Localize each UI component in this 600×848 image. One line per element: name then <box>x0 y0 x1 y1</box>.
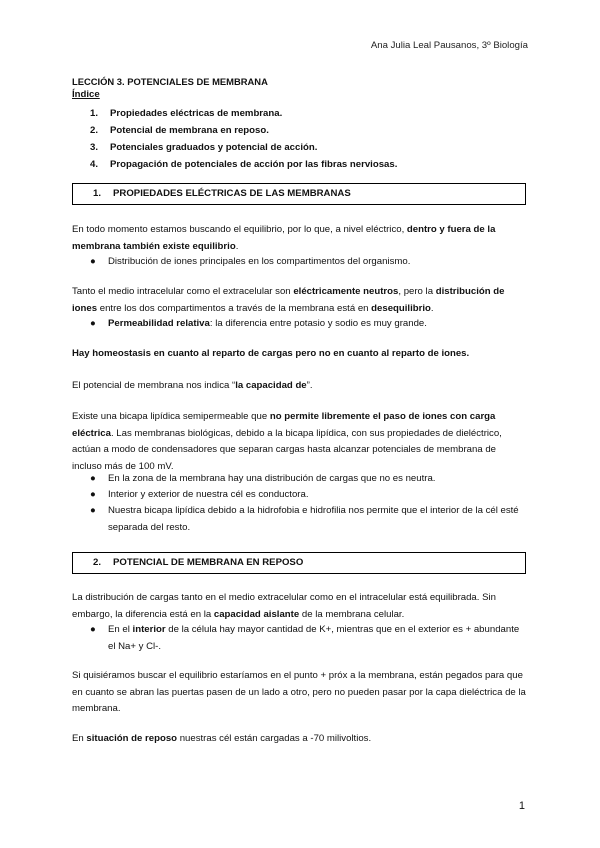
section-2-paragraph: Si quisiéramos buscar el equilibrio estaríamos en el punto + próx a la membrana, están pegados para que en cuanto se abran las puertas pasen de un lado a otro, pero no pueden pasar por la capa dieléctrica de la membrana. <box>72 670 526 715</box>
lesson-title: LECCIÓN 3. POTENCIALES DE MEMBRANA <box>72 76 268 87</box>
author-header: Ana Julia Leal Pausanos, 3º Biología <box>370 40 528 51</box>
index-label: Índice <box>72 89 100 100</box>
bullet-item: ● En el interior de la célula hay mayor cantidad de K+, mientras que en el exterior es + abundante el Na+ y Cl-. <box>90 624 520 652</box>
toc-item: 3. Potenciales graduados y potencial de acción. <box>90 142 318 153</box>
toc-item: 4. Propagación de potenciales de acción por las fibras nerviosas. <box>90 159 398 170</box>
section-1-paragraph: Tanto el medio intracelular como el extracelular son eléctricamente neutros, pero la distribución de iones entre los dos compartimentos a través de la membrana está en desequilibrio. <box>72 286 505 314</box>
toc-item: 2. Potencial de membrana en reposo. <box>90 125 269 136</box>
section-1-paragraph: En todo momento estamos buscando el equilibrio, por lo que, a nivel eléctrico, dentro y fuera de la membrana también existe equilibrio. <box>72 224 496 252</box>
toc-item: 1. Propiedades eléctricas de membrana. <box>90 108 283 119</box>
section-2-heading: 2. POTENCIAL DE MEMBRANA EN REPOSO <box>72 552 526 574</box>
page-number: 1 <box>518 800 525 812</box>
section-1-paragraph: Existe una bicapa lipídica semipermeable que no permite libremente el paso de iones con carga eléctrica. Las membranas biológicas, debido a la bicapa lipídica, con sus propiedades de dieléctrico, actúan a modo de condensadores que separan cargas hasta alcanzar potenciales de membrana de incluso más de 100 mV. <box>72 411 502 472</box>
bullet-item: ● Distribución de iones principales en los compartimentos del organismo. <box>90 256 411 267</box>
bullet-item: ● En la zona de la membrana hay una distribución de cargas que no es neutra. <box>90 473 436 484</box>
table-of-contents <box>90 105 397 173</box>
bullet-item: ● Permeabilidad relativa: la diferencia entre potasio y sodio es muy grande. <box>90 318 427 329</box>
section-1-paragraph: Hay homeostasis en cuanto al reparto de cargas pero no en cuanto al reparto de iones. <box>72 348 470 359</box>
section-2-paragraph: La distribución de cargas tanto en el medio extracelular como en el intracelular está equilibrada. Sin embargo, la diferencia está en la capacidad aislante de la membrana celular. <box>72 592 496 620</box>
section-1-paragraph: El potencial de membrana nos indica “la capacidad de”. <box>72 380 313 391</box>
section-1-heading: 1. PROPIEDADES ELÉCTRICAS DE LAS MEMBRANAS <box>72 183 526 205</box>
bullet-item: ● Nuestra bicapa lipídica debido a la hidrofobia e hidrofilia nos permite que el interior de la cél esté separada del resto. <box>90 505 519 533</box>
bullet-item: ● Interior y exterior de nuestra cél es conductora. <box>90 489 309 500</box>
section-2-paragraph: En situación de reposo nuestras cél están cargadas a -70 milivoltios. <box>72 733 372 744</box>
